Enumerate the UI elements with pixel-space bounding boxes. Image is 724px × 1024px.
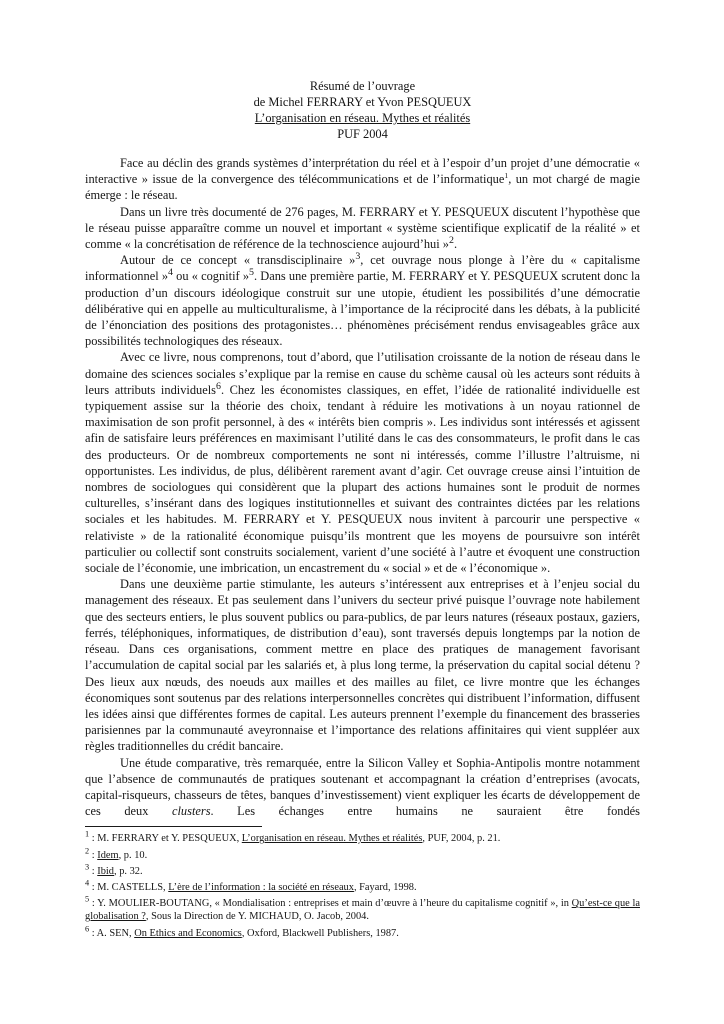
body-paragraph-3: Autour de ce concept « transdisciplinaire »$^3$, cet ouvrage nous plonge à l’ère du « capitalisme informationnel »$^4$ ou « cognitif »$^5$. Dans une première partie, M. FERRARY et Y. PESQUEUX scrutent donc la production d’un discours idéologique construit sur une utopie, étudient les possibilités d’une démocratie délibérative qui en appelle au multiculturalisme, à l’importance de la réciprocité dans les débats, à la publicité de l’énonciation des positions des protagonistes… phénomènes précisément rendus envisageables grâce aux possibilités technologiques des réseaux. [85, 251, 640, 349]
document-title-line: Résumé de l’ouvrage [309, 79, 416, 93]
body-paragraph-1: Face au déclin des grands systèmes d’interprétation du réel et à l’espoir d’un projet d’une démocratie « interactive » issue de la convergence des télécommunications et de l’informatique$^1$, un mot chargé de magie émerge : le réseau. [85, 156, 640, 203]
body-paragraph-4: Avec ce livre, nous comprenons, tout d’abord, que l’utilisation croissante de la notion de réseau dans le domaine des sciences sociales s’explique par la remise en cause du schème causal où les acteurs sont réduits à leurs attributs individuels$^6$. Chez les économistes classiques, en effet, l’idée de rationalité individuelle est typiquement assise sur la théorie des choix, tendant à réduire les motivations à un noyau rationnel de maximisation de son profit personnel, à des « intérêts bien compris ». Les individus sont intéressés et agissent afin de satisfaire leurs préférences en maximisant l’utilité dans le cas des consommateurs, le profit dans le cas des producteurs. Or de nombreux comportements ne sont ni intéressés, comme l’illustre l’altruisme, ni opportunistes. Les individus, de plus, délibèrent rarement avant d’agir. Cet ouvrage creuse ainsi l’intuition de nombres de sociologues qui considèrent que la plupart des actions humaines sont le produit de normes culturelles, s’insérant dans des logiques institutionnelles et suivant des contraintes dictées par les relations sociales et les habitudes. M. FERRARY et Y. PESQUEUX nous invitent à parcourir une perspective « relativiste » de la rationalité économique puisqu’ils montrent que les moyens de poursuivre son intérêt particulier ou collectif sont construits socialement, varient d’une société à l’autre et évoquent une construction sociale de l’économie, une imbrication, un encastrement du « social » et de « l’économique ». [85, 350, 640, 576]
body-text [85, 155, 640, 819]
footnote-3: $^3$ : Ibid, p. 32. [85, 862, 143, 877]
footnote-separator [85, 826, 262, 827]
footnote-2: $^2$ : Idem, p. 10. [85, 846, 148, 861]
body-paragraph-2: Dans un livre très documenté de 276 pages, M. FERRARY et Y. PESQUEUX discutent l’hypothèse que le réseau puisse apparaître comme un nouvel et important « système scientifique explicatif de la réalité » et comme « la concrétisation de référence de la technoscience aujourd’hui »$^2$. [85, 204, 640, 252]
footnote-4: $^4$ : M. CASTELLS, L’ère de l’information : la société en réseaux, Fayard, 1998. [85, 878, 417, 893]
document-publisher-line: PUF 2004 [337, 127, 388, 141]
footnotes-block [85, 829, 640, 939]
body-paragraph-6: Une étude comparative, très remarquée, entre la Silicon Valley et Sophia-Antipolis montre notamment que l’absence de communautés de pratiques soutenant et accompagnant la création d’entreprises (avocats, capital-risqueurs, chasseurs de têtes, banques d’investissement) vient expliquer les écarts de développement de ces deux clusters. Les échanges entre humains ne sauraient être fondés [85, 755, 640, 819]
document-authors-line: de Michel FERRARY et Yvon PESQUEUX [253, 95, 472, 109]
footnote-1: $^1$ : M. FERRARY et Y. PESQUEUX, L’organisation en réseau. Mythes et réalités, PUF, 2004, p. 21. [85, 829, 501, 845]
document-book-title: L’organisation en réseau. Mythes et réalités [254, 111, 471, 125]
title-block [85, 78, 640, 142]
footnote-5: $^5$ : Y. MOULIER-BOUTANG, « Mondialisation : entreprises et main d’œuvre à l’heure du capitalisme cognitif », in Qu’est-ce que la globalisation ?, Sous la Direction de Y. MICHAUD, O. Jacob, 2004. [85, 894, 640, 923]
body-paragraph-5: Dans une deuxième partie stimulante, les auteurs s’intéressent aux entreprises et à l’enjeu social du management des réseaux. Et pas seulement dans l’univers du secteur privé puisque l’ouvrage note habilement que des secteurs entiers, le plus souvent publics ou para-publics, de par leurs natures (réseaux postaux, gaziers, ferrés, téléphoniques, informatiques, de distribution d’eau), sont traversés depuis longtemps par la notion de réseau. Dans ces organisations, comment mettre en place des pratiques de management favorisant l’accumulation de capital social par les salariés et, à plus long terme, la préservation du capital social détenu ? Des lieux aux nœuds, des noeuds aux mailles et des mailles au filet, ce livre montre que les échanges économiques sont soutenus par des relations interpersonnelles concrètes qui distribuent l’information, diffusent les idées ainsi que différentes formes de capital. Les auteurs prennent l’exemple du financement des brasseries parisiennes par la communauté aveyronnaise et l’importance des relations affinitaires qui vient suppléer aux règles traditionnelles du crédit bancaire. [85, 577, 640, 754]
footnote-6: $^6$ : A. SEN, On Ethics and Economics, Oxford, Blackwell Publishers, 1987. [85, 924, 399, 939]
